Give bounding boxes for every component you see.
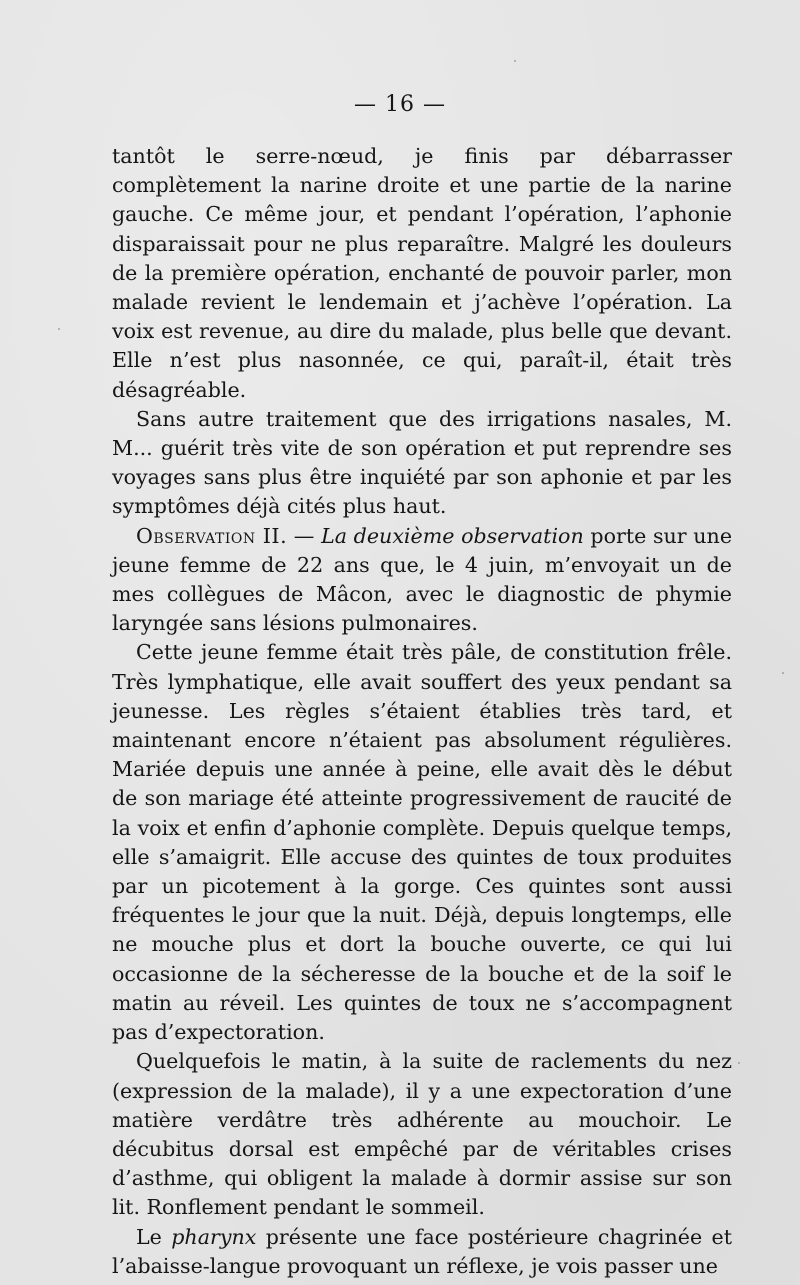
observation-title-italic: La deuxième observation [321,523,584,548]
paragraph [112,638,732,1047]
observation-paragraph [112,522,732,639]
paragraph [112,1223,732,1281]
paragraph-text: Quelquefois le matin, à la suite de raclements du nez (expression de la malade), il y a une expectoration d’une matière verdâtre très adhérente au mouchoir. Le décubitus dorsal est empêché par de véritables crises d’asthme, qui obligent la malade à dormir assise sur son lit. Ronflement pendant le sommeil. [112,1049,732,1220]
paper-speck [514,60,516,62]
italic-term: pharynx [171,1224,257,1249]
paragraph-continued [112,142,732,405]
paragraph [112,1047,732,1222]
paragraph-text: Sans autre traitement que des irrigations nasales, M. M... guérit très vite de son opération et put reprendre ses voyages sans plus être inquiété par son aphonie et par les symptômes déjà cités plus haut. [112,406,732,519]
paragraph-text: Cette jeune femme était très pâle, de constitution frêle. Très lymphatique, elle avait souffert des yeux pendant sa jeunesse. Les règles s’étaient établies très tard, et maintenant encore n’étaient pas absolument régulières. Mariée depuis une année à peine, elle avait dès le début de son mariage été atteinte progressivement de raucité de la voix et enfin d’aphonie complète. Depuis quelque temps, elle s’amaigrit. Elle accuse des quintes de toux produites par un picotement à la gorge. Ces quintes sont aussi fréquentes le jour que la nuit. Déjà, depuis longtemps, elle ne mouche plus et dort la bouche ouverte, ce qui lui occasionne de la sécheresse de la bouche et de la soif le matin au réveil. Les quintes de toux ne s’accompagnent pas d’expectoration. [112,640,732,1045]
paper-speck [782,672,784,674]
paragraph-lead: Le [136,1224,172,1249]
heading-dash: — [287,523,322,548]
body-text [112,142,732,1281]
paper-speck [58,328,60,330]
paragraph-text: porte sur une jeune femme de 22 ans que, le 4 juin, m’envoyait un de mes collègues de Mâcon, avec le diagnostic de phymie laryngée sans lésions pulmonaires. [112,523,733,636]
paragraph-text: tantôt le serre-nœud, je finis par débarrasser complètement la narine droite et une partie de la narine gauche. Ce même jour, et pendant l’opération, l’aphonie disparaissait pour ne plus reparaître. Malgré les douleurs de la première opération, enchanté de pouvoir parler, mon malade revient le lendemain et j’achève l’opération. La voix est revenue, au dire du malade, plus belle que devant. Elle n’est plus nasonnée, ce qui, paraît-il, était très désagréable. [112,144,732,402]
observation-heading: Observation II. [136,523,288,548]
paragraph-text: présente une face postérieure chagrinée et l’abaisse-langue provoquant un réflexe, je vois passer une [112,1224,732,1278]
paper-speck [738,1062,740,1064]
page-number: — 16 — [354,92,446,117]
paragraph [112,405,732,522]
